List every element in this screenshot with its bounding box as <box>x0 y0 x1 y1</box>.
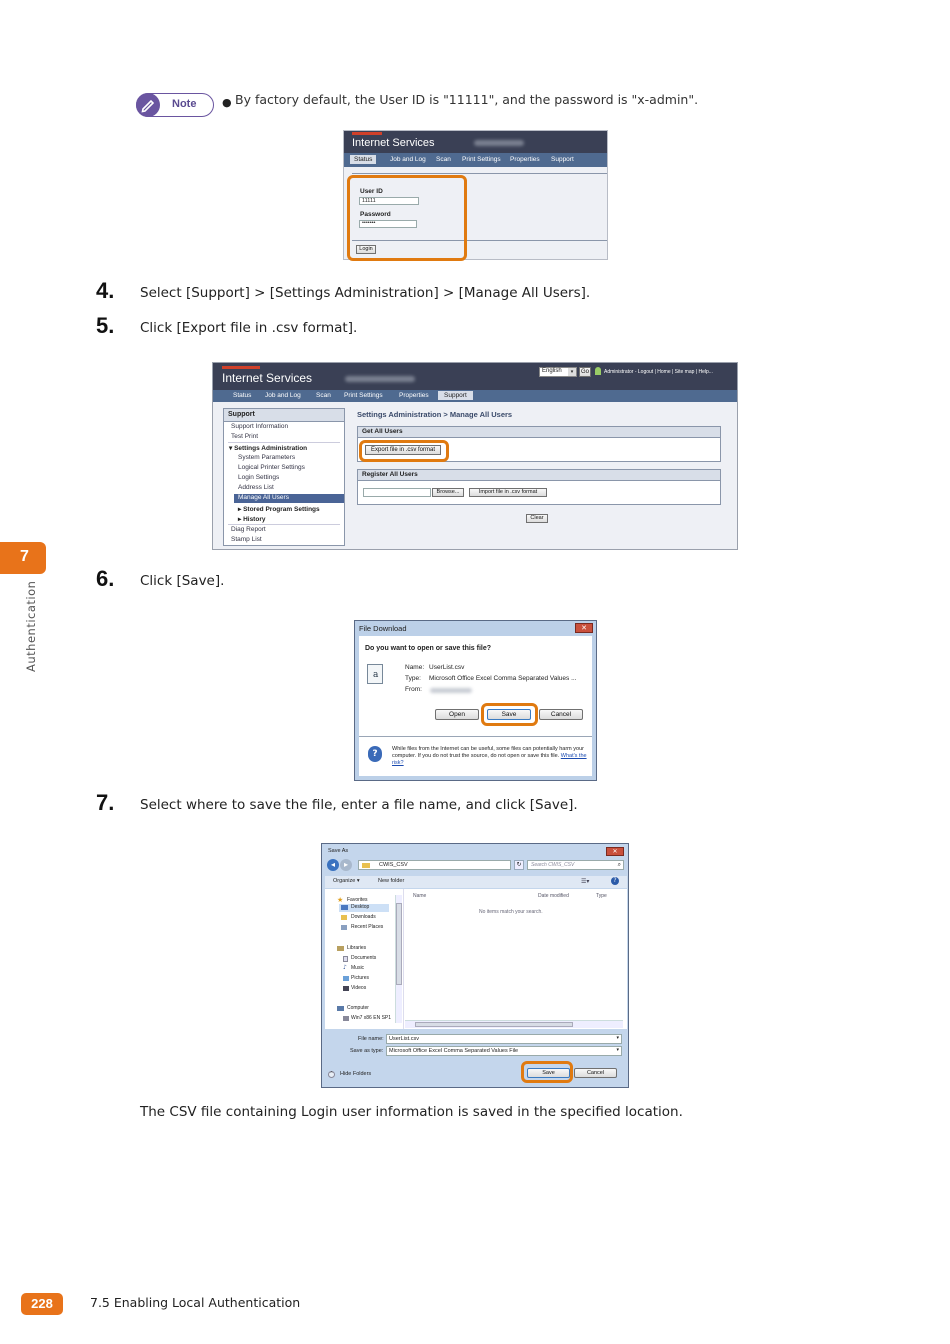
views-icon[interactable]: ☰▾ <box>581 878 590 885</box>
close-icon[interactable]: ✕ <box>606 847 624 856</box>
nav-music[interactable]: Music <box>351 965 365 971</box>
tab-scan[interactable]: Scan <box>436 156 451 163</box>
password-label: Password <box>360 211 391 218</box>
step-7-text: Select where to save the file, enter a file name, and click [Save]. <box>140 797 578 813</box>
horizontal-scrollbar[interactable] <box>405 1020 623 1028</box>
login-button[interactable]: Login <box>356 245 376 254</box>
register-all-users-panel <box>357 469 721 505</box>
sidebar-divider <box>228 524 340 525</box>
file-name-label: File name: <box>358 1036 384 1042</box>
risk-link[interactable]: What's the risk? <box>392 753 587 766</box>
login-tab-bar <box>344 153 608 167</box>
horizontal-scroll-thumb[interactable] <box>415 1022 573 1027</box>
brand-logo <box>222 366 260 369</box>
name-label: Name: <box>405 664 425 671</box>
sidebar-item-logical-printer-settings[interactable]: Logical Printer Settings <box>238 464 305 471</box>
login-header <box>344 131 608 153</box>
documents-icon <box>343 956 348 962</box>
sidebar-item-system-parameters[interactable]: System Parameters <box>238 454 296 461</box>
computer-icon <box>337 1006 344 1011</box>
register-all-users-title: Register All Users <box>362 471 418 478</box>
tab-print-settings[interactable]: Print Settings <box>344 392 383 399</box>
sidebar-item-stamp-list[interactable]: Stamp List <box>231 536 262 543</box>
footer-section: 7.5 Enabling Local Authentication <box>90 1295 301 1310</box>
note-label: Note <box>172 98 197 110</box>
step-4-text: Select [Support] > [Settings Administration] > [Manage All Users]. <box>140 285 591 301</box>
save-as-title: Save As <box>328 848 349 854</box>
page-number-badge <box>21 1293 63 1315</box>
pencil-icon <box>136 93 160 117</box>
language-select[interactable]: English ▾ <box>539 367 577 377</box>
sidebar-item-settings-administration[interactable]: ▾ Settings Administration <box>229 445 308 452</box>
libraries-icon <box>337 946 344 951</box>
save-as-cancel-button[interactable]: Cancel <box>574 1068 617 1078</box>
dialog-title: File Download <box>359 624 407 633</box>
sidebar-item-test-print[interactable]: Test Print <box>231 433 259 440</box>
tab-properties[interactable]: Properties <box>399 392 429 399</box>
dialog-question: Do you want to open or save this file? <box>365 645 492 652</box>
back-icon[interactable]: ◂ <box>327 859 339 871</box>
toolbar <box>325 876 627 888</box>
pictures-icon <box>343 976 349 981</box>
from-label: From: <box>405 686 422 693</box>
nav-pictures[interactable]: Pictures <box>351 975 370 981</box>
redacted-host <box>345 376 415 382</box>
close-icon[interactable]: ✕ <box>575 623 593 633</box>
nav-win7-drive[interactable]: Win7 x86 EN SP1 <box>351 1015 392 1021</box>
save-as-save-button[interactable]: Save <box>527 1068 570 1078</box>
sidebar-item-diag-report[interactable]: Diag Report <box>231 526 266 533</box>
search-icon: ⌕ <box>617 861 621 868</box>
chapter-label: Authentication <box>24 580 38 672</box>
type-value: Microsoft Office Excel Comma Separated Values ... <box>429 675 577 682</box>
shield-question-icon: ? <box>368 746 382 762</box>
password-field[interactable]: ••••••• <box>359 220 417 228</box>
content-divider <box>403 889 404 1029</box>
tab-job-and-log[interactable]: Job and Log <box>390 156 426 163</box>
address-bar[interactable]: CWIS_CSV <box>358 860 511 870</box>
support-screenshot <box>212 362 738 550</box>
sidebar-item-login-settings[interactable]: Login Settings <box>238 474 280 481</box>
step-5-text: Click [Export file in .csv format]. <box>140 320 358 336</box>
warning-text: While files from the Internet can be useful, some files can potentially harm your computer. If you do not trust the source, do not open or save this file. What's the risk? <box>392 746 587 766</box>
support-sidebar <box>223 408 345 546</box>
file-area <box>325 889 627 1029</box>
step-5-number: 5. <box>96 313 115 338</box>
sidebar-item-manage-all-users[interactable]: Manage All Users <box>234 494 344 503</box>
file-download-dialog <box>354 620 597 781</box>
sidebar-item-stored-program-settings[interactable]: ▸ Stored Program Settings <box>238 506 320 513</box>
dialog-divider <box>359 736 592 737</box>
column-date-modified[interactable]: Date modified <box>538 893 569 899</box>
save-type-select[interactable]: Microsoft Office Excel Comma Separated Values File ▾ <box>386 1046 622 1056</box>
sidebar-item-support-information[interactable]: Support Information <box>231 423 289 430</box>
nav-videos[interactable]: Videos <box>351 985 367 991</box>
export-csv-button[interactable]: Export file in .csv format <box>365 445 441 455</box>
file-name-field[interactable]: UserList.csv ▾ <box>386 1034 622 1044</box>
tab-properties[interactable]: Properties <box>510 156 540 163</box>
type-label: Type: <box>405 675 421 682</box>
hide-folders-icon[interactable]: ⌃ <box>329 1071 334 1077</box>
top-links[interactable]: Administrator - Logout | Home | Site map | Help... <box>604 369 713 375</box>
user-id-field[interactable]: 11111 <box>359 197 419 205</box>
dropdown-arrow-icon: ▾ <box>616 1035 619 1041</box>
organize-button[interactable]: Organize ▾ <box>333 878 360 884</box>
go-button[interactable]: Go <box>580 369 589 375</box>
conclusion-text: The CSV file containing Login user information is saved in the specified location. <box>140 1104 683 1120</box>
user-icon <box>595 367 601 375</box>
empty-message: No items match your search. <box>479 909 543 915</box>
forward-icon[interactable]: ▸ <box>340 859 352 871</box>
nav-computer[interactable]: Computer <box>347 1005 369 1011</box>
nav-favorites[interactable]: Favorites <box>347 897 368 903</box>
cancel-button[interactable]: Cancel <box>539 709 583 720</box>
tab-status[interactable]: Status <box>233 392 252 399</box>
breadcrumb: Settings Administration > Manage All Users <box>357 410 513 419</box>
sidebar-divider <box>228 442 340 443</box>
tab-support[interactable]: Support <box>551 156 574 163</box>
chapter-tab <box>0 542 46 574</box>
column-name[interactable]: Name <box>413 893 427 899</box>
nav-scrollbar[interactable] <box>395 895 402 1023</box>
step-6-number: 6. <box>96 566 115 591</box>
import-csv-button[interactable]: Import file in .csv format <box>469 488 547 497</box>
note-bullet: ● <box>222 96 232 109</box>
support-tab-bar <box>213 390 738 402</box>
dropdown-arrow-icon: ▾ <box>616 1047 619 1053</box>
support-header <box>213 363 738 390</box>
dialog-body <box>359 636 592 776</box>
csv-file-icon: a <box>367 664 383 684</box>
nav-scroll-thumb[interactable] <box>396 903 402 985</box>
open-button[interactable]: Open <box>435 709 479 720</box>
note-text: By factory default, the User ID is "11111", and the password is "x-admin". <box>235 92 699 107</box>
support-brand: Internet Services <box>222 371 313 385</box>
save-type-label: Save as type: <box>350 1048 384 1054</box>
tab-print-settings[interactable]: Print Settings <box>462 156 501 163</box>
videos-icon <box>343 986 349 991</box>
nav-recent-places[interactable]: Recent Places <box>351 924 384 930</box>
drive-icon <box>343 1016 349 1021</box>
sidebar-title: Support <box>224 409 344 422</box>
brand-logo <box>352 132 382 135</box>
redacted-host <box>474 140 524 146</box>
browse-button[interactable]: Browse... <box>432 488 464 497</box>
tab-support[interactable]: Support <box>438 391 473 400</box>
user-id-label: User ID <box>360 188 383 195</box>
refresh-icon[interactable]: ↻ <box>514 860 524 870</box>
desktop-icon <box>341 905 348 910</box>
page-number: 228 <box>31 1296 53 1311</box>
login-brand: Internet Services <box>352 137 435 149</box>
note-badge <box>136 93 214 117</box>
nav-desktop[interactable]: Desktop <box>339 904 389 912</box>
step-6-text: Click [Save]. <box>140 573 225 589</box>
nav-downloads[interactable]: Downloads <box>351 914 376 920</box>
dropdown-arrow-icon: ▾ <box>568 368 576 376</box>
downloads-icon <box>341 915 347 920</box>
file-path-field[interactable] <box>363 488 431 497</box>
get-all-users-title: Get All Users <box>362 428 403 435</box>
help-icon[interactable]: ? <box>611 877 619 885</box>
save-highlight <box>481 703 538 726</box>
redacted-from <box>430 688 472 693</box>
new-folder-button[interactable]: New folder <box>378 878 405 884</box>
folder-icon <box>362 863 370 868</box>
nav-libraries[interactable]: Libraries <box>347 945 367 951</box>
sidebar-item-address-list[interactable]: Address List <box>238 484 274 491</box>
sidebar-item-history[interactable]: ▸ History <box>238 516 266 523</box>
search-input[interactable]: Search CWIS_CSV ⌕ <box>527 860 624 870</box>
tab-scan[interactable]: Scan <box>316 392 331 399</box>
save-as-dialog <box>321 843 629 1088</box>
clear-button[interactable]: Clear <box>526 514 548 523</box>
export-highlight <box>359 440 449 462</box>
step-7-number: 7. <box>96 790 115 815</box>
save-as-highlight <box>521 1061 573 1083</box>
recent-places-icon <box>341 925 347 930</box>
music-icon: ♪ <box>343 964 347 971</box>
star-icon: ★ <box>337 896 344 904</box>
column-type[interactable]: Type <box>596 893 607 899</box>
chapter-number: 7 <box>20 548 29 565</box>
login-highlight <box>347 175 467 261</box>
tab-job-and-log[interactable]: Job and Log <box>265 392 301 399</box>
hide-folders-button[interactable]: Hide Folders <box>340 1071 372 1077</box>
step-4-number: 4. <box>96 278 115 303</box>
tab-status[interactable]: Status <box>350 155 376 164</box>
name-value: UserList.csv <box>429 664 465 671</box>
save-button[interactable]: Save <box>487 709 531 720</box>
nav-documents[interactable]: Documents <box>351 955 377 961</box>
